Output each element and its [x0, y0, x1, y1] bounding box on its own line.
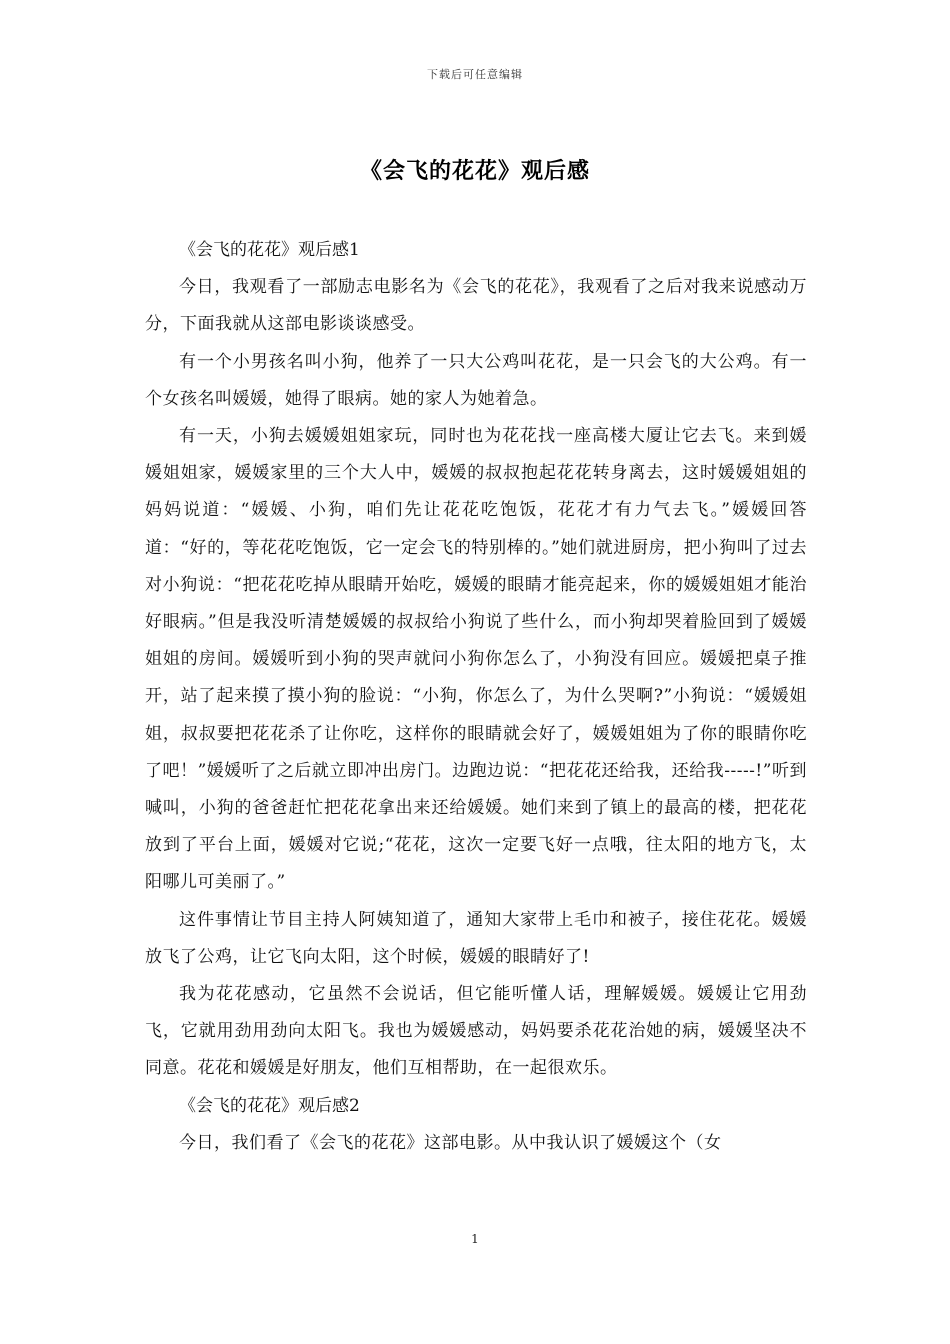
header-note: 下载后可任意编辑: [427, 68, 523, 81]
paragraph: 这件事情让节目主持人阿姨知道了，通知大家带上毛巾和被子，接住花花。媛媛放飞了公鸡，让它飞向太阳，这个时候，媛媛的眼睛好了!: [145, 909, 807, 967]
document-body: [145, 232, 807, 1162]
paragraph: 今日，我观看了一部励志电影名为《会飞的花花》，我观看了之后对我来说感动万分，下面我就从这部电影谈谈感受。: [145, 277, 807, 335]
paragraph: 今日，我们看了《会飞的花花》这部电影。从中我认识了媛媛这个（女: [179, 1132, 722, 1153]
page-number: 1: [471, 1232, 479, 1246]
paragraph: 我为花花感动，它虽然不会说话，但它能听懂人话，理解媛媛。媛媛让它用劲飞，它就用劲用劲向太阳飞。我也为媛媛感动，妈妈要杀花花治她的病，媛媛坚决不同意。花花和媛媛是好朋友，他们互相帮助，在一起很欢乐。: [145, 984, 807, 1079]
paragraph: 有一个小男孩名叫小狗，他养了一只大公鸡叫花花，是一只会飞的大公鸡。有一个女孩名叫媛媛，她得了眼病。她的家人为她着急。: [145, 351, 807, 409]
paragraph: 有一天，小狗去媛媛姐姐家玩，同时也为花花找一座高楼大厦让它去飞。来到媛媛姐姐家，媛媛家里的三个大人中，媛媛的叔叔抱起花花转身离去，这时媛媛姐姐的妈妈说道：“媛媛、小狗，咱们先让花花吃饱饭，花花才有力气去飞。”媛媛回答道：“好的，等花花吃饱饭，它一定会飞的特别棒的。”她们就进厨房，把小狗叫了过去对小狗说：“把花花吃掉从眼睛开始吃，媛媛的眼睛才能亮起来，你的媛媛姐姐才能治好眼病。”但是我没听清楚媛媛的叔叔给小狗说了些什么，而小狗却哭着脸回到了媛媛姐姐的房间。媛媛听到小狗的哭声就问小狗你怎么了，小狗没有回应。媛媛把桌子推开，站了起来摸了摸小狗的脸说：“小狗，你怎么了，为什么哭啊?”小狗说：“媛媛姐姐，叔叔要把花花杀了让你吃，这样你的眼睛就会好了，媛媛姐姐为了你的眼睛你吃了吧！”媛媛听了之后就立即冲出房门。边跑边说：“把花花还给我，还给我-----!”听到喊叫，小狗的爸爸赶忙把花花拿出来还给媛媛。她们来到了镇上的最高的楼，把花花放到了平台上面，媛媛对它说;“花花，这次一定要飞好一点哦，往太阳的地方飞，太阳哪儿可美丽了。”: [145, 426, 807, 893]
section-heading-2: 《会飞的花花》观后感2: [179, 1095, 360, 1116]
section-heading-1: 《会飞的花花》观后感1: [179, 240, 360, 260]
document-title: 《会飞的花花》观后感: [359, 158, 590, 184]
